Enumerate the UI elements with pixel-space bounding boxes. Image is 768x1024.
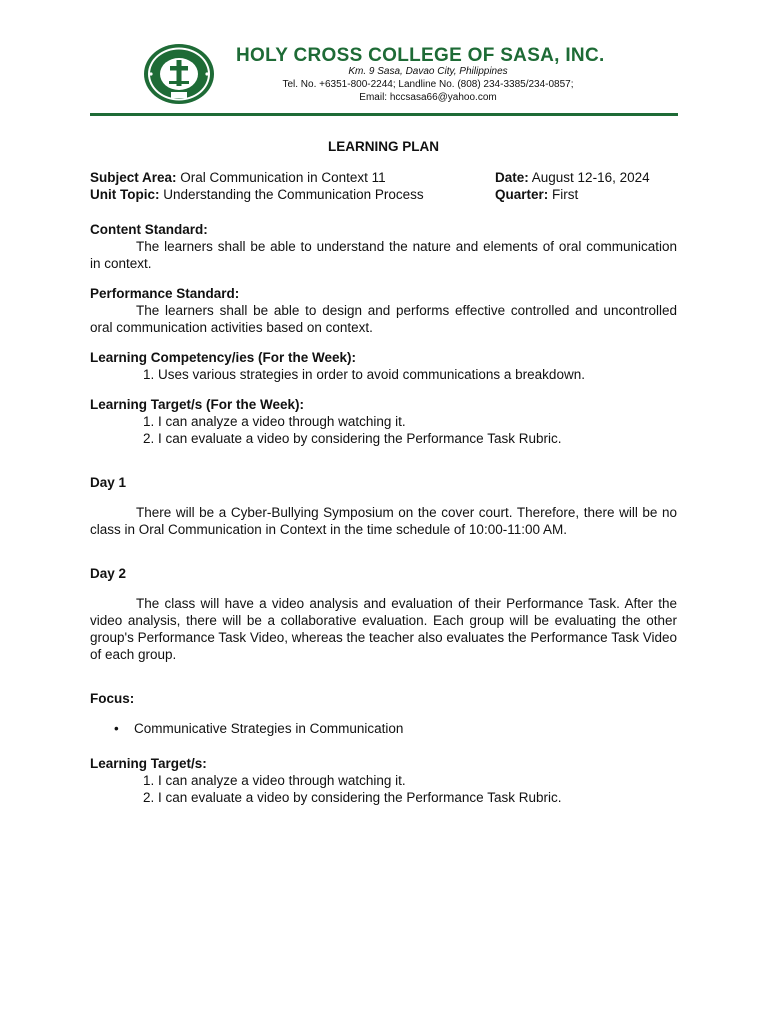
list-item: 1. Uses various strategies in order to avoid communications a breakdown. [158, 366, 677, 383]
performance-standard-text: The learners shall be able to design and performs effective controlled and uncontrolled oral communication activities based on context. [90, 303, 677, 335]
school-seal-icon [142, 42, 216, 106]
performance-standard-heading: Performance Standard: [90, 286, 240, 301]
plan-meta [90, 169, 677, 203]
header-divider [90, 113, 678, 116]
list-item: • Communicative Strategies in Communication [134, 720, 677, 737]
day2-heading: Day 2 [90, 566, 127, 581]
list-item: 2. I can evaluate a video by considering the Performance Task Rubric. [158, 430, 677, 447]
school-email: Email: hccsasa66@yahoo.com [359, 92, 497, 103]
targets-list [90, 772, 677, 806]
school-address: Km. 9 Sasa, Davao City, Philippines [348, 66, 508, 77]
targets-heading: Learning Target/s: [90, 756, 207, 771]
content-standard-text: The learners shall be able to understand the nature and elements of oral communication in context. [90, 239, 677, 271]
competency-list [90, 366, 677, 383]
list-item: 1. I can analyze a video through watching it. [158, 413, 677, 430]
content-standard-heading: Content Standard: [90, 222, 208, 237]
plan-date: Date: August 12-16, 2024 [495, 170, 650, 185]
page-title: LEARNING PLAN [328, 139, 439, 154]
targets-week-list [90, 413, 677, 447]
subject-area: Subject Area: Oral Communication in Context 11 [90, 170, 386, 185]
plan-quarter: Quarter: First [495, 187, 579, 202]
focus-heading: Focus: [90, 691, 135, 706]
letterhead [0, 0, 768, 120]
targets-week-heading: Learning Target/s (For the Week): [90, 397, 305, 412]
school-telephone: Tel. No. +6351-800-2244; Landline No. (808) 234-3385/234-0857; [282, 79, 574, 90]
learning-plan-document [90, 138, 677, 806]
school-name: HOLY CROSS COLLEGE OF SASA, INC. [236, 45, 605, 66]
day1-heading: Day 1 [90, 475, 127, 490]
focus-list [90, 720, 677, 737]
day1-text: There will be a Cyber-Bullying Symposium on the cover court. Therefore, there will be no class in Oral Communication in Context in the time schedule of 10:00-11:00 AM. [90, 505, 677, 537]
list-item: 1. I can analyze a video through watching it. [158, 772, 677, 789]
list-item: 2. I can evaluate a video by considering the Performance Task Rubric. [158, 789, 677, 806]
day2-text: The class will have a video analysis and evaluation of their Performance Task. After the video analysis, there will be a collaborative evaluation. Each group will be evaluating the other group's Performance Task Video, whereas the teacher also evaluates the Performance Task Video of each group. [90, 596, 677, 662]
competency-heading: Learning Competency/ies (For the Week): [90, 350, 357, 365]
unit-topic: Unit Topic: Understanding the Communication Process [90, 187, 424, 202]
